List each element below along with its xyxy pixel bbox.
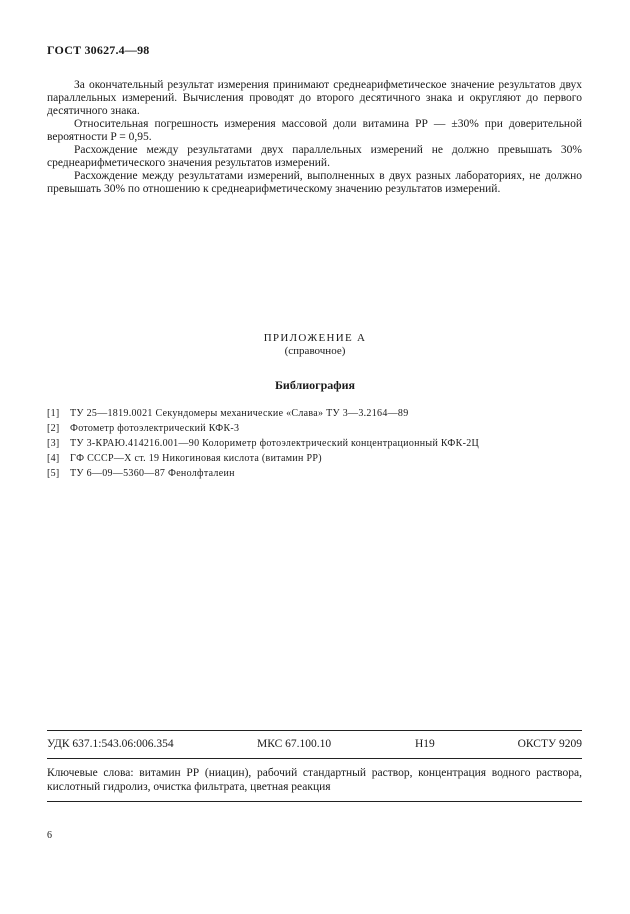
paragraph-labs: Расхождение между результатами измерений, выполненных в двух разных лабораториях, не должно превышать 30% по отношению к среднеарифметическому значению результатов измерений. [47, 170, 582, 195]
bibliography-item [47, 406, 587, 421]
bibliography-item [47, 466, 587, 481]
footer-top-divider [47, 730, 582, 731]
footer-middle-divider [47, 758, 582, 759]
page-number: 6 [47, 830, 52, 841]
standard-number: ГОСТ 30627.4—98 [47, 43, 150, 57]
bibliography-item [47, 436, 587, 451]
okstu-code: ОКСТУ 9209 [517, 738, 582, 750]
appendix-subtitle: (справочное) [284, 345, 346, 357]
paragraph-error: Относительная погрешность измерения массовой доли витамина РР — ±30% при доверительной вероятности P = 0,95. [47, 118, 582, 143]
bibliography-text: ТУ 25—1819.0021 Секундомеры механические «Слава» ТУ 3—3.2164—89 [70, 408, 409, 419]
category-code: Н19 [415, 738, 435, 750]
paragraph-result: За окончательный результат измерения принимают среднеарифметическое значение результатов двух параллельных измерений. Вычисления проводят до второго десятичного знака и округляют до первого десятичного знака. [47, 79, 582, 117]
classification-row [47, 738, 582, 752]
bibliography-text: ТУ 6—09—5360—87 Фенолфталеин [70, 468, 235, 479]
bibliography-text: ГФ СССР—Х ст. 19 Никогиновая кислота (витамин РР) [70, 453, 322, 464]
bibliography-number: [5] [47, 468, 60, 479]
bibliography-text: ТУ 3-КРАЮ.414216.001—90 Колориметр фотоэлектрический концентрационный КФК-2Ц [70, 438, 480, 449]
bibliography-number: [2] [47, 423, 60, 434]
bibliography-number: [4] [47, 453, 60, 464]
footer-bottom-divider [47, 801, 582, 802]
keywords: Ключевые слова: витамин РР (ниацин), рабочий стандартный раствор, концентрация водного раствора, кислотный гидролиз, очистка фильтрата, цветная реакция [47, 767, 582, 793]
mks-code: МКС 67.100.10 [257, 738, 332, 750]
bibliography-number: [1] [47, 408, 60, 419]
bibliography-item [47, 421, 587, 436]
appendix-title: ПРИЛОЖЕНИЕ А [263, 332, 367, 344]
bibliography-item [47, 451, 587, 466]
bibliography-number: [3] [47, 438, 60, 449]
bibliography-heading: Библиография [274, 378, 356, 392]
bibliography-list [47, 406, 587, 481]
udk-code: УДК 637.1:543.06:006.354 [47, 738, 174, 750]
bibliography-text: Фотометр фотоэлектрический КФК-3 [70, 423, 240, 434]
measurement-text [47, 79, 582, 196]
paragraph-parallel: Расхождение между результатами двух параллельных измерений не должно превышать 30% среднеарифметического значения результатов измерений. [47, 144, 582, 169]
